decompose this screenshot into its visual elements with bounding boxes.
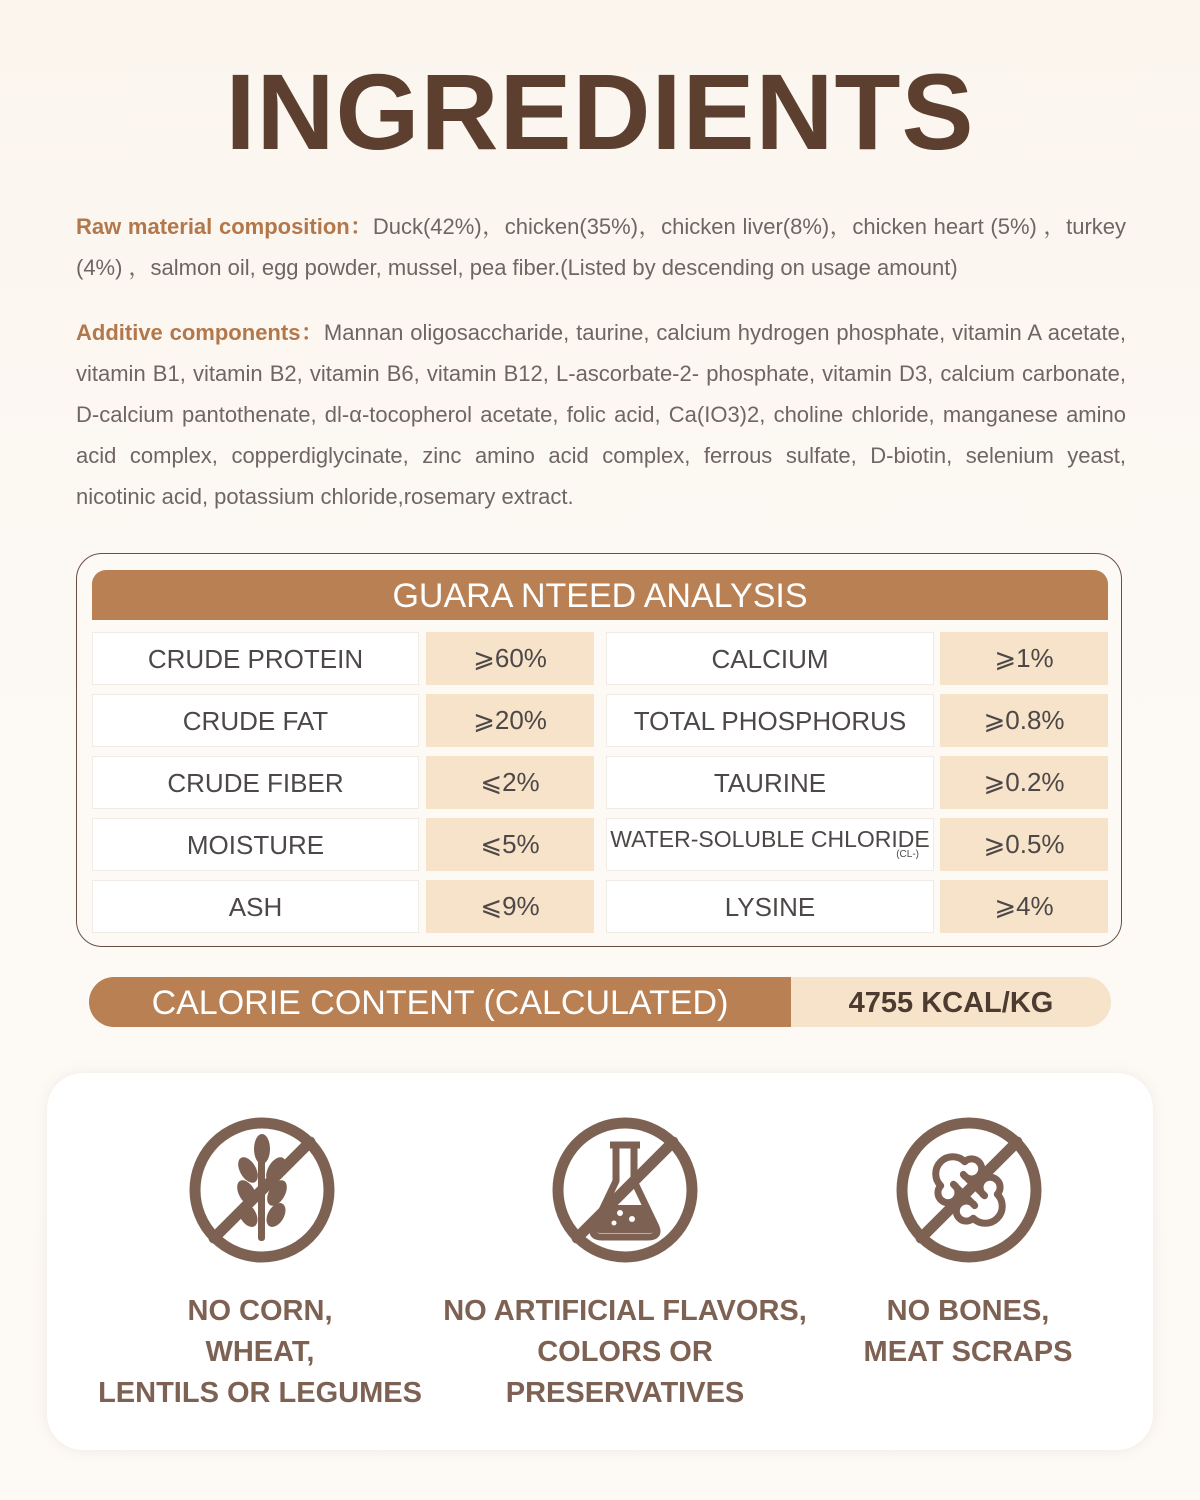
analysis-name-cell: CRUDE FAT bbox=[92, 694, 419, 747]
analysis-name-cell: CRUDE FIBER bbox=[92, 756, 419, 809]
feature-line: PRESERVATIVES bbox=[505, 1377, 745, 1409]
calorie-value: 4755 KCAL/KG bbox=[848, 987, 1054, 1019]
analysis-value-cell: ⩾60% bbox=[426, 632, 594, 685]
analysis-value-cell: ⩾0.8% bbox=[940, 694, 1108, 747]
analysis-name-cell: MOISTURE bbox=[92, 818, 419, 871]
analysis-name-cell: TOTAL PHOSPHORUS bbox=[606, 694, 934, 747]
feature-line: NO ARTIFICIAL FLAVORS, bbox=[443, 1295, 807, 1327]
analysis-name-cell: CALCIUM bbox=[606, 632, 934, 685]
analysis-value-cell: ⩾4% bbox=[940, 880, 1108, 933]
feature-line: COLORS OR bbox=[537, 1336, 713, 1368]
analysis-value-cell: ⩽5% bbox=[426, 818, 594, 871]
feature-line: LENTILS OR LEGUMES bbox=[98, 1377, 422, 1409]
calorie-content-bar bbox=[89, 977, 1111, 1027]
features-panel bbox=[47, 1073, 1153, 1450]
feature-line: WHEAT, bbox=[205, 1336, 315, 1368]
analysis-name-cell: CRUDE PROTEIN bbox=[92, 632, 419, 685]
analysis-value-cell: ⩾0.2% bbox=[940, 756, 1108, 809]
analysis-title: GUARA NTEED ANALYSIS bbox=[92, 570, 1108, 620]
analysis-name-cell bbox=[606, 818, 934, 871]
raw-material-text: Duck(42%)，chicken(35%)，chicken liver(8%)，chicken heart (5%) ，turkey (4%) ，salmon oil, egg powder, mussel, pea fiber.(Listed by descending on usage amount) bbox=[76, 214, 1127, 280]
feature-line: MEAT SCRAPS bbox=[863, 1336, 1073, 1368]
raw-material-paragraph bbox=[76, 206, 1126, 288]
analysis-name-cell: TAURINE bbox=[606, 756, 934, 809]
feature-line: NO CORN, bbox=[187, 1295, 333, 1327]
analysis-value-cell: ⩽9% bbox=[426, 880, 594, 933]
feature-no-bones-text bbox=[768, 1291, 1168, 1373]
water-soluble-chloride-label: WATER-SOLUBLE CHLORIDE bbox=[610, 826, 930, 852]
chloride-subscript: (CL-) bbox=[896, 849, 919, 860]
raw-material-label: Raw material composition： bbox=[76, 214, 373, 239]
feature-no-grains-text bbox=[60, 1291, 460, 1414]
analysis-value-cell: ⩽2% bbox=[426, 756, 594, 809]
additive-text: Mannan oligosaccharide, taurine, calcium hydrogen phosphate, vitamin A acetate, vitamin B1, vitamin B2, vitamin B6, vitamin B12, L-ascorbate-2- phosphate, vitamin D3, calcium carbonate, D-calcium pantothenate, dl-α-tocopherol acetate, folic acid, Ca(IO3)2, choline chloride, manganese amino acid complex, copperdiglycinate, zinc amino acid complex, ferrous sulfate, D-biotin, selenium yeast, nicotinic acid, potassium chloride,rosemary extract. bbox=[76, 320, 1126, 509]
additive-paragraph bbox=[76, 312, 1126, 517]
feature-no-artificial-text bbox=[425, 1291, 825, 1414]
analysis-value-cell: ⩾20% bbox=[426, 694, 594, 747]
no-bone-icon bbox=[894, 1115, 1044, 1265]
analysis-name-cell: ASH bbox=[92, 880, 419, 933]
analysis-name-cell: LYSINE bbox=[606, 880, 934, 933]
analysis-value-cell: ⩾1% bbox=[940, 632, 1108, 685]
guaranteed-analysis-panel bbox=[76, 553, 1122, 947]
analysis-value-cell: ⩾0.5% bbox=[940, 818, 1108, 871]
no-grain-icon bbox=[187, 1115, 337, 1265]
no-chemical-flask-icon bbox=[550, 1115, 700, 1265]
page-title: INGREDIENTS bbox=[225, 51, 975, 172]
feature-line: NO BONES, bbox=[886, 1295, 1050, 1327]
calorie-label: CALORIE CONTENT (CALCULATED) bbox=[89, 977, 791, 1027]
additive-label: Additive components： bbox=[76, 320, 324, 345]
